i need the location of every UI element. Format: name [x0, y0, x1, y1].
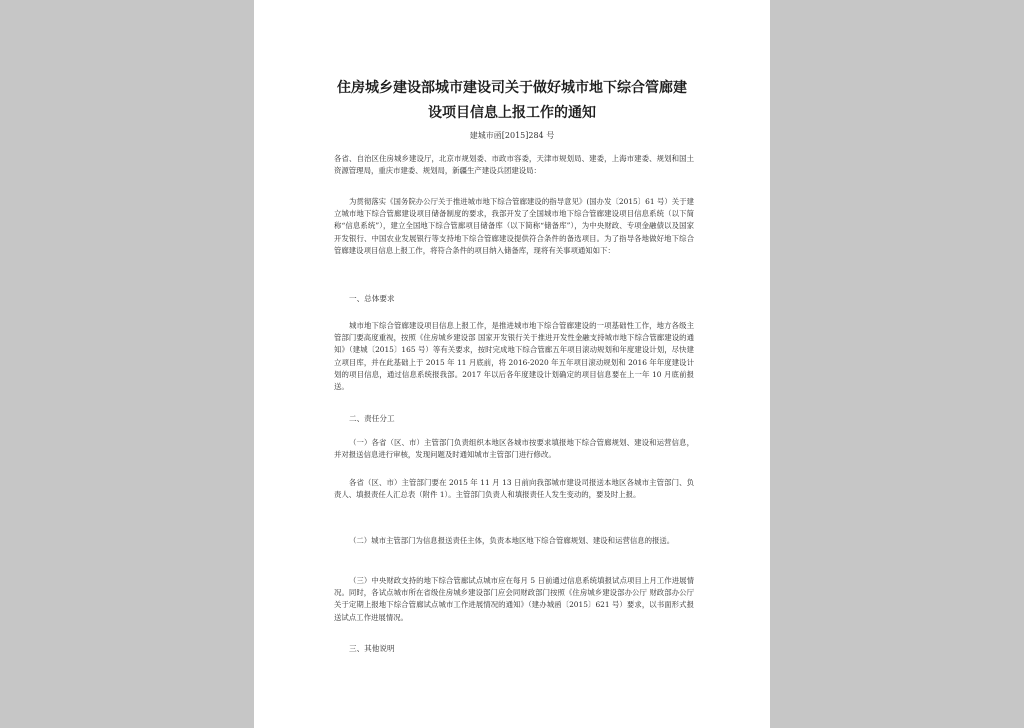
section-2-paragraph-3: （二）城市主管部门为信息报送责任主体，负责本地区地下综合管廊规划、建设和运营信息的报送。	[349, 536, 675, 545]
section-3-heading: 三、其他说明	[349, 644, 395, 653]
section-1-heading: 一、总体要求	[349, 294, 395, 303]
document-title-line-1: 住房城乡建设部城市建设司关于做好城市地下综合管廊建	[337, 80, 687, 96]
document-number: 建城市函[2015]284 号	[469, 131, 555, 140]
section-2-heading: 二、责任分工	[349, 414, 395, 423]
section-2-paragraph-2: 各省（区、市）主管部门要在 2015 年 11 月 13 日前向我部城市建设司报送本地区各城市主管部门、负责人、填报责任人汇总表（附件 1）。主管部门负责人和填报责任人发生变动的，要及时上报。	[334, 478, 694, 500]
section-2-paragraph-1: （一）各省（区、市）主管部门负责组织本地区各城市按要求填报地下综合管廊规划、建设和运营信息，并对报送信息进行审核，发现问题及时通知城市主管部门进行修改。	[334, 438, 694, 460]
document-page	[254, 0, 770, 728]
section-2-paragraph-4: （三）中央财政支持的地下综合管廊试点城市应在每月 5 日前通过信息系统填报试点项目上月工作进展情况。同时，各试点城市所在省级住房城乡建设部门应会同财政部门按照《住房城乡建设部办公厅 财政部办公厅关于定期上报地下综合管廊试点城市工作进展情况的通知》（建办城函〔2015〕621 号）要求，以书面形式报送试点工作进展情况。	[334, 576, 694, 622]
document-title-line-2: 设项目信息上报工作的通知	[428, 105, 596, 121]
intro-paragraph: 为贯彻落实《国务院办公厅关于推进城市地下综合管廊建设的指导意见》(国办发〔2015〕61 号）关于建立城市地下综合管廊建设项目储备制度的要求，我部开发了全国城市地下综合管廊建设项目信息系统（以下简称“信息系统”），建立全国地下综合管廊项目储备库（以下简称“储备库”），为中央财政、专项金融债以及国家开发银行、中国农业发展银行等支持地下综合管廊建设提供符合条件的备选项目。为了指导各地做好地下综合管廊建设项目信息上报工作，将符合条件的项目纳入储备库，现将有关事项通知如下：	[334, 197, 694, 255]
addressee-paragraph: 各省、自治区住房城乡建设厅，北京市规划委、市政市容委，天津市规划局、建委，上海市建委、规划和国土资源管理局，重庆市建委、规划局，新疆生产建设兵团建设局：	[334, 154, 694, 176]
section-1-body: 城市地下综合管廊建设项目信息上报工作，是推进城市地下综合管廊建设的一项基础性工作，地方各级主管部门要高度重视，按照《住房城乡建设部 国家开发银行关于推进开发性金融支持城市地下综合管廊建设的通知》（建城〔2015〕165 号）等有关要求，按时完成地下综合管廊五年项目滚动规划和年度建设计划，尽快建立项目库，并在此基础上于 2015 年 11 月底前，将 2016-2020 年五年项目滚动规划和 2016 年年度建设计划的项目信息，通过信息系统报我部。2017 年以后各年度建设计划确定的项目信息要在上一年 10 月底前报送。	[334, 321, 694, 392]
